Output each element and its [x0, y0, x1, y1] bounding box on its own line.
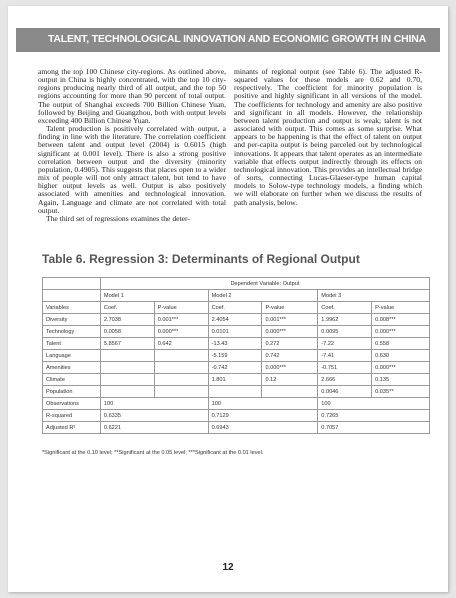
- row-label: Amenities: [43, 362, 101, 374]
- table-cell: -0.751: [318, 362, 372, 374]
- column-header: Coef.: [318, 302, 372, 314]
- table-cell: [100, 350, 154, 362]
- paragraph: Talent production is positively correlated with output, a finding in line with the literature. The correlation coefficient between talent and output level (2004) is 0.6015 (high significant at 0.001 level). There is also a strong positive correlation between output and the diversity (minority population, 0.4905). This suggests that places open to a wider mix of people will not only attract talent, but tend to have higher output levels as well. Output is also positively associated with amenities and technological innovation. Again, Language and climate are not correlated with total output.: [38, 124, 226, 215]
- table-cell: [154, 350, 208, 362]
- table-cell: [154, 362, 208, 374]
- table-cell: -7.22: [318, 338, 372, 350]
- table-cell: -0.742: [208, 362, 262, 374]
- table-cell: 2.4054: [208, 314, 262, 326]
- table-cell: 0.001***: [154, 314, 208, 326]
- table-cell: 0.6335: [100, 410, 208, 422]
- table-cell: [100, 374, 154, 386]
- table-cell: 0.7129: [208, 410, 318, 422]
- table-cell: 0.135: [372, 374, 430, 386]
- table-footnote: *Significant at the 0.10 level; **Significant at the 0.05 level; ***Significant at the 0.01 level.: [42, 450, 264, 456]
- table-cell: 0.0095: [318, 326, 372, 338]
- table-cell: [43, 290, 101, 302]
- row-label: Talent: [43, 338, 101, 350]
- table-cell: 100: [208, 398, 318, 410]
- table-row: [43, 290, 430, 302]
- model-header: Model 3: [318, 290, 430, 302]
- row-label: Adjusted R²: [43, 422, 101, 434]
- table-row: [43, 350, 430, 362]
- table-row: [43, 398, 430, 410]
- regression-table: [42, 277, 430, 434]
- table-cell: 0.12: [262, 374, 318, 386]
- table-cell: 2.666: [318, 374, 372, 386]
- table-cell: [208, 386, 262, 398]
- table-cell: [100, 362, 154, 374]
- table-row: [43, 374, 430, 386]
- paragraph: The third set of regressions examines the deter-: [46, 213, 190, 223]
- table-cell: 2.7038: [100, 314, 154, 326]
- table-cell: 0.001***: [262, 314, 318, 326]
- table-cell: 0.0058: [100, 326, 154, 338]
- table-cell: 0.6943: [208, 422, 318, 434]
- table-cell: 0.558: [372, 338, 430, 350]
- running-header-title: TALENT, TECHNOLOGICAL INNOVATION AND ECONOMIC GROWTH IN CHINA: [47, 33, 426, 45]
- table-cell: 1.801: [208, 374, 262, 386]
- table-cell: 1.9962: [318, 314, 372, 326]
- row-label: R-squared: [43, 410, 101, 422]
- column-header: Coef.: [208, 302, 262, 314]
- table-cell: [43, 278, 101, 290]
- running-header: [16, 28, 440, 52]
- column-header: P-value: [372, 302, 430, 314]
- table-cell: 0.742: [262, 350, 318, 362]
- table-cell: 0.0046: [318, 386, 372, 398]
- table-cell: 0.000***: [154, 326, 208, 338]
- table-cell: [154, 386, 208, 398]
- table-row: [43, 302, 430, 314]
- table-cell: 0.000***: [372, 326, 430, 338]
- column-header: Variables: [43, 302, 101, 314]
- table-cell: 0.0101: [208, 326, 262, 338]
- model-header: Model 1: [100, 290, 208, 302]
- right-text-column: [234, 68, 422, 207]
- table-row: [43, 326, 430, 338]
- document-page: [8, 6, 448, 592]
- table-cell: 0.630: [372, 350, 430, 362]
- table-cell: 0.008***: [372, 314, 430, 326]
- table-cell: -5.159: [208, 350, 262, 362]
- table-cell: 0.000***: [262, 326, 318, 338]
- table-cell: 0.000***: [372, 362, 430, 374]
- table-row: [43, 314, 430, 326]
- table-cell: 0.7265: [318, 410, 430, 422]
- table-cell: [262, 386, 318, 398]
- left-text-column: [38, 68, 226, 223]
- table-cell: -13.43: [208, 338, 262, 350]
- row-label: Population: [43, 386, 101, 398]
- table-cell: [100, 386, 154, 398]
- table-cell: [154, 374, 208, 386]
- table-row: [43, 410, 430, 422]
- paragraph: among the top 100 Chinese city-regions. As outlined above, output in China is highly concentrated, with the top 10 city-regions producing nearly third of all output, and the top 50 regions accounting for more than 90 percent of total output. The output of Shanghai exceeds 700 Billion Chinese Yuan, followed by Beijing and Guangzhou, both with output levels exceeding 400 Billion Chinese Yuan.: [38, 67, 226, 125]
- table-cell: 100: [318, 398, 430, 410]
- table-cell: 0.7057: [318, 422, 430, 434]
- column-header: Coef.: [100, 302, 154, 314]
- model-header: Model 2: [208, 290, 318, 302]
- column-header: P-value: [262, 302, 318, 314]
- row-label: Climate: [43, 374, 101, 386]
- table-row: [43, 278, 430, 290]
- table-cell: 100: [100, 398, 208, 410]
- row-label: Language: [43, 350, 101, 362]
- table-cell: 0.035**: [372, 386, 430, 398]
- table-row: [43, 386, 430, 398]
- table-cell: 0.272: [262, 338, 318, 350]
- page-number: 12: [222, 562, 234, 573]
- table-cell: 0.642: [154, 338, 208, 350]
- row-label: Diversity: [43, 314, 101, 326]
- table-title: Table 6. Regression 3: Determinants of Regional Output: [42, 252, 360, 266]
- paragraph: minants of regional output (see Table 6). The adjusted R-squared values for these models are 0.62 and 0.70, respectively. The coefficient for minority population is positive and highly significant in all versions of the model. The coefficients for technology and amenity are also positive and significant in all models. However, the relationship between talent production and output is weak; talent is not associated with output. This comes as some surprise. What appears to be happening is that the effect of talent on output and per-capita output is being parceled out by technological innovations. It appears that talent operates as an intermediate variable that effects output indirectly through its effects on technological innovation. This provides an intellectual bridge of sorts, connecting Lucas-Glaeser-type human capital models to Solow-type technology models, a finding which we will elaborate on further when we discuss the results of path analysis, below.: [234, 67, 422, 207]
- table-cell: 0.000***: [262, 362, 318, 374]
- table-row: [43, 362, 430, 374]
- table-cell: 5.8567: [100, 338, 154, 350]
- row-label: Observations: [43, 398, 101, 410]
- row-label: Technology: [43, 326, 101, 338]
- dependent-variable-header: Dependent Variable: Output: [100, 278, 429, 290]
- table-row: [43, 422, 430, 434]
- table-cell: -7.41: [318, 350, 372, 362]
- table-cell: 0.6221: [100, 422, 208, 434]
- table-row: [43, 338, 430, 350]
- column-header: P-value: [154, 302, 208, 314]
